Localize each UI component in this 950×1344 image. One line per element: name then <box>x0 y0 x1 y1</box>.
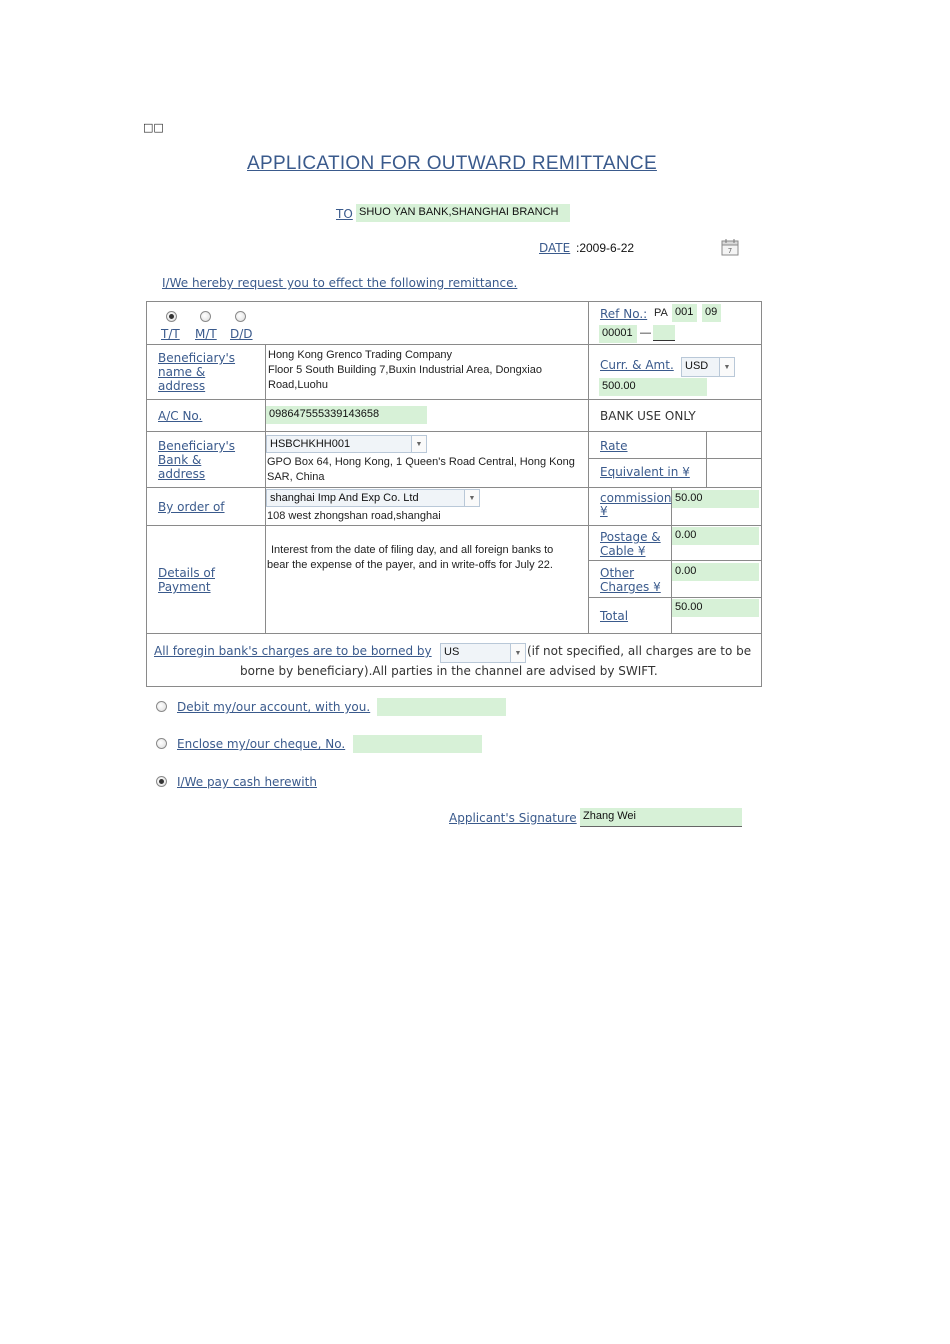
beneficiary-bank-label: Beneficiary's Bank & address <box>158 439 236 481</box>
mt-label[interactable]: M/T <box>195 327 217 341</box>
total-field[interactable]: 50.00 <box>672 599 759 617</box>
ac-no-field[interactable]: 098647555339143658 <box>266 406 427 424</box>
enclose-cheque-radio[interactable] <box>156 738 167 749</box>
postage-field[interactable]: 0.00 <box>672 527 759 545</box>
date-value[interactable]: :2009-6-22 <box>576 241 635 255</box>
beneficiary-name[interactable]: Hong Kong Grenco Trading Company <box>268 349 453 361</box>
charges-note-line1: (if not specified, all charges are to be <box>527 644 752 658</box>
postage-label: Postage & Cable ¥ <box>600 530 661 558</box>
tt-label[interactable]: T/T <box>161 327 180 341</box>
commission-label: commission ¥ <box>600 491 672 518</box>
by-order-of-address[interactable]: 108 west zhongshan road,shanghai <box>267 510 441 522</box>
by-order-of-label: By order of <box>158 500 225 514</box>
by-order-of-select[interactable]: shanghai Imp And Exp Co. Ltd ▼ <box>266 489 480 507</box>
beneficiary-address-line2[interactable]: Road,Luohu <box>268 379 328 391</box>
beneficiary-label: Beneficiary's name & address <box>158 351 236 393</box>
enclose-cheque-label[interactable]: Enclose my/our cheque, No. <box>177 737 346 751</box>
svg-text:7: 7 <box>727 247 733 255</box>
pay-cash-label[interactable]: I/We pay cash herewith <box>177 775 317 789</box>
debit-account-radio[interactable] <box>156 701 167 712</box>
total-label: Total <box>600 609 629 623</box>
rate-label: Rate <box>600 439 628 453</box>
debit-account-field[interactable] <box>377 698 506 716</box>
charges-borne-label: All foregin bank's charges are to be borned by <box>154 644 432 658</box>
mt-radio[interactable] <box>200 311 211 322</box>
charges-borne-select[interactable]: US ▼ <box>440 643 526 663</box>
currency-select[interactable]: USD ▼ <box>681 357 735 377</box>
to-label: TO <box>336 207 353 221</box>
dd-radio[interactable] <box>235 311 246 322</box>
ref-no-part4[interactable] <box>653 325 675 341</box>
tt-radio[interactable] <box>166 311 177 322</box>
header-glyph: □□ <box>143 121 164 134</box>
calendar-icon[interactable] <box>721 238 739 256</box>
signature-field[interactable]: Zhang Wei <box>580 808 742 827</box>
equivalent-label: Equivalent in ¥ <box>600 465 690 479</box>
beneficiary-address-line1[interactable]: Floor 5 South Building 7,Buxin Industrial Area, Dongxiao <box>268 364 542 376</box>
request-text: I/We hereby request you to effect the following remittance. <box>162 276 518 290</box>
beneficiary-bank-select[interactable]: HSBCHKHH001 ▼ <box>266 435 427 453</box>
cheque-number-field[interactable] <box>353 735 482 753</box>
to-bank-field[interactable]: SHUO YAN BANK,SHANGHAI BRANCH <box>356 204 570 222</box>
debit-account-label[interactable]: Debit my/our account, with you. <box>177 700 371 714</box>
dd-label[interactable]: D/D <box>230 327 253 341</box>
other-charges-label: Other Charges ¥ <box>600 566 661 594</box>
beneficiary-bank-address-line2[interactable]: SAR, China <box>267 471 325 483</box>
bank-use-only-label: BANK USE ONLY <box>600 409 696 423</box>
pay-cash-radio[interactable] <box>156 776 167 787</box>
ref-no-part2[interactable]: 09 <box>702 304 721 322</box>
ref-no-label: Ref No.: <box>600 307 648 321</box>
amount-field[interactable]: 500.00 <box>599 378 707 396</box>
ref-no-part1[interactable]: 001 <box>672 304 697 322</box>
details-line1[interactable]: Interest from the date of filing day, and all foreign banks to <box>271 544 554 556</box>
chevron-down-icon: ▼ <box>719 358 734 376</box>
details-line2[interactable]: bear the expense of the payer, and in write-offs for July 22. <box>267 559 553 571</box>
chevron-down-icon: ▼ <box>510 644 525 662</box>
commission-field[interactable]: 50.00 <box>672 490 759 508</box>
signature-label: Applicant's Signature <box>449 811 577 825</box>
page-title: APPLICATION FOR OUTWARD REMITTANCE <box>247 153 657 174</box>
ac-no-label: A/C No. <box>158 409 203 423</box>
date-label: DATE <box>539 241 571 255</box>
details-of-payment-label: Details of Payment <box>158 566 215 594</box>
ref-no-part3[interactable]: 00001 <box>599 325 637 343</box>
other-charges-field[interactable]: 0.00 <box>672 563 759 581</box>
ref-no-separator: — <box>640 327 651 339</box>
charges-note-line2: borne by beneficiary).All parties in the channel are advised by SWIFT. <box>240 664 658 678</box>
chevron-down-icon: ▼ <box>464 490 479 506</box>
chevron-down-icon: ▼ <box>411 436 426 452</box>
beneficiary-bank-address-line1[interactable]: GPO Box 64, Hong Kong, 1 Queen's Road Central, Hong Kong <box>267 456 575 468</box>
curr-amt-label: Curr. & Amt. <box>600 358 674 372</box>
ref-no-prefix: PA <box>654 307 668 319</box>
